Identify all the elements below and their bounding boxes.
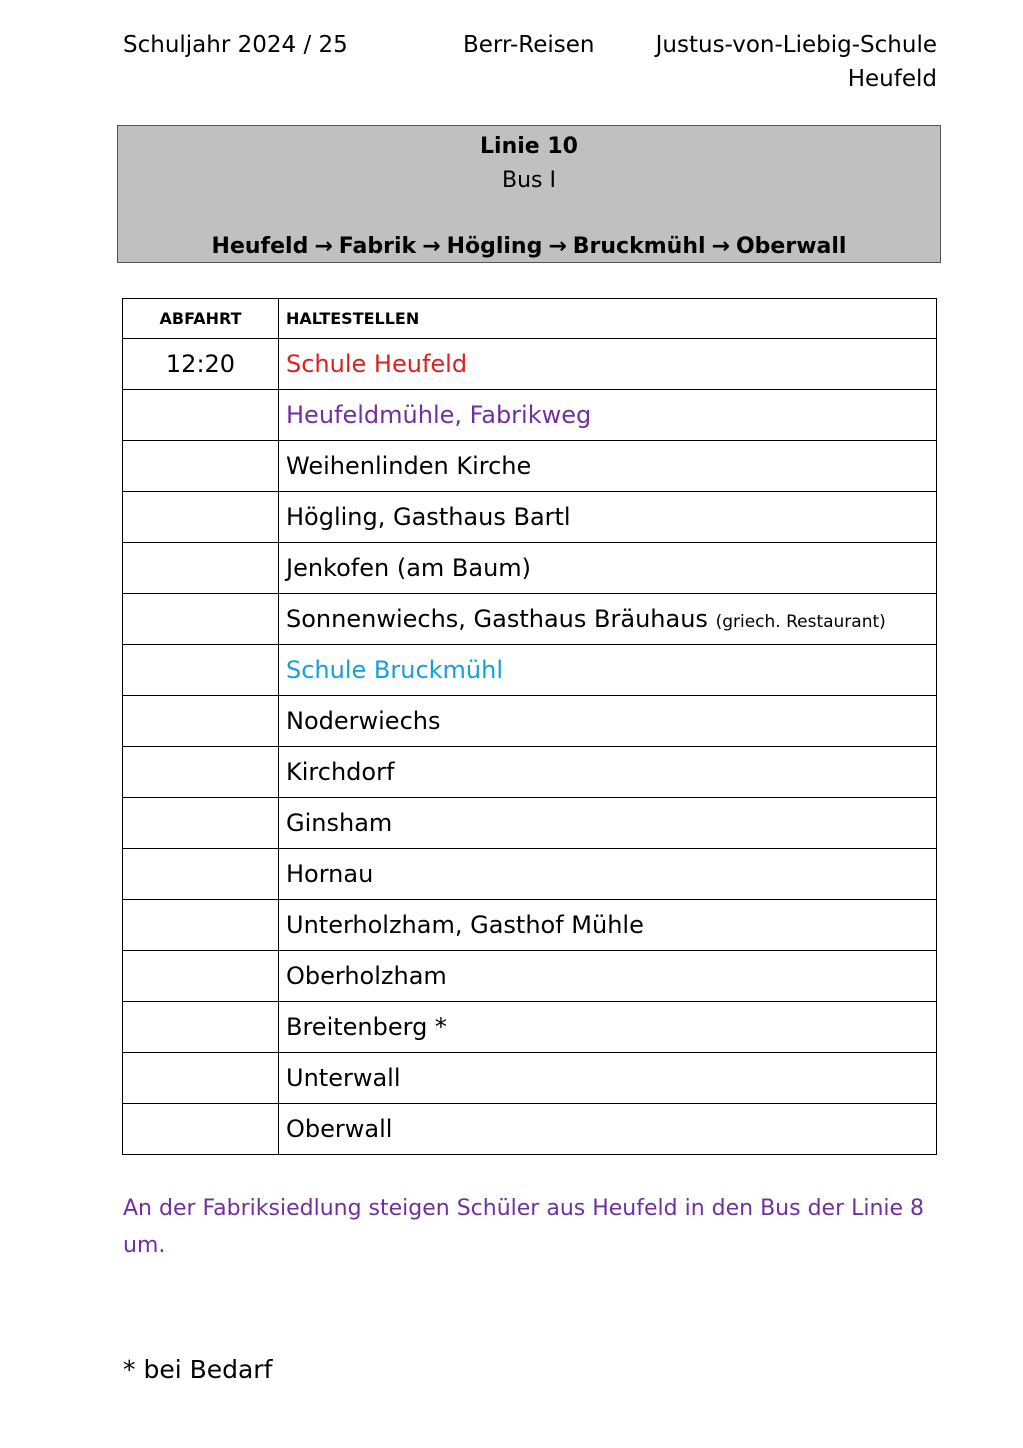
table-row: [123, 747, 937, 798]
departure-time: [123, 1104, 279, 1155]
stop-name: Noderwiechs: [279, 696, 937, 747]
stop-cell: [279, 594, 937, 645]
line-banner: [117, 125, 941, 263]
departure-time: [123, 594, 279, 645]
departure-time: 12:20: [123, 339, 279, 390]
stops-header: HALTESTELLEN: [279, 299, 937, 339]
stop-name: Högling, Gasthaus Bartl: [279, 492, 937, 543]
departure-time: [123, 645, 279, 696]
arrow-right-icon: →: [548, 234, 567, 259]
timetable: [122, 298, 937, 1155]
departure-time: [123, 747, 279, 798]
school-year: Schuljahr 2024 / 25: [123, 32, 348, 58]
table-row: [123, 849, 937, 900]
arrow-right-icon: →: [711, 234, 730, 259]
table-row: [123, 1104, 937, 1155]
departure-time: [123, 849, 279, 900]
departure-time: [123, 441, 279, 492]
route-stop: Bruckmühl: [572, 234, 706, 259]
table-row: [123, 594, 937, 645]
stop-name: Ginsham: [279, 798, 937, 849]
table-row: [123, 900, 937, 951]
table-row: [123, 543, 937, 594]
school-town: Heufeld: [847, 66, 937, 92]
stop-name: Hornau: [279, 849, 937, 900]
arrow-right-icon: →: [422, 234, 441, 259]
line-number: Linie 10: [480, 134, 578, 159]
departure-time: [123, 1053, 279, 1104]
departure-time: [123, 492, 279, 543]
departure-time: [123, 798, 279, 849]
departure-time: [123, 900, 279, 951]
table-row: [123, 390, 937, 441]
table-row: [123, 696, 937, 747]
route-stop: Heufeld: [211, 234, 309, 259]
company-name: Berr-Reisen: [463, 32, 595, 58]
departure-time: [123, 543, 279, 594]
school-name: Justus-von-Liebig-Schule: [655, 32, 937, 58]
stop-name: Schule Bruckmühl: [279, 645, 937, 696]
stop-name: Sonnenwiechs, Gasthaus Bräuhaus: [286, 605, 708, 633]
table-row: [123, 339, 937, 390]
transfer-note: An der Fabriksiedlung steigen Schüler aus Heufeld in den Bus der Linie 8 um.: [123, 1196, 925, 1258]
stop-name: Weihenlinden Kirche: [279, 441, 937, 492]
stop-name: Breitenberg *: [279, 1002, 937, 1053]
stop-name: Kirchdorf: [279, 747, 937, 798]
route-stop: Oberwall: [735, 234, 847, 259]
table-header-row: [123, 299, 937, 339]
route-summary: [118, 232, 940, 262]
departure-time: [123, 1002, 279, 1053]
stop-name: Oberholzham: [279, 951, 937, 1002]
table-row: [123, 951, 937, 1002]
table-row: [123, 1053, 937, 1104]
table-row: [123, 492, 937, 543]
departure-time: [123, 951, 279, 1002]
departure-time: [123, 390, 279, 441]
table-row: [123, 798, 937, 849]
stop-name: Unterwall: [279, 1053, 937, 1104]
stop-name: Oberwall: [279, 1104, 937, 1155]
table-row: [123, 645, 937, 696]
table-row: [123, 441, 937, 492]
table-row: [123, 1002, 937, 1053]
arrow-right-icon: →: [314, 234, 333, 259]
stop-extra: (griech. Restaurant): [715, 612, 886, 632]
school-info: [656, 28, 937, 96]
stop-name: Heufeldmühle, Fabrikweg: [279, 390, 937, 441]
route-stop: Högling: [446, 234, 543, 259]
stop-name: Unterholzham, Gasthof Mühle: [279, 900, 937, 951]
departure-header: ABFAHRT: [123, 299, 279, 339]
departure-time: [123, 696, 279, 747]
route-stop: Fabrik: [338, 234, 417, 259]
stop-name: Jenkofen (am Baum): [279, 543, 937, 594]
stop-name: Schule Heufeld: [279, 339, 937, 390]
bus-number: Bus I: [502, 168, 556, 193]
footnote: * bei Bedarf: [123, 1355, 273, 1384]
